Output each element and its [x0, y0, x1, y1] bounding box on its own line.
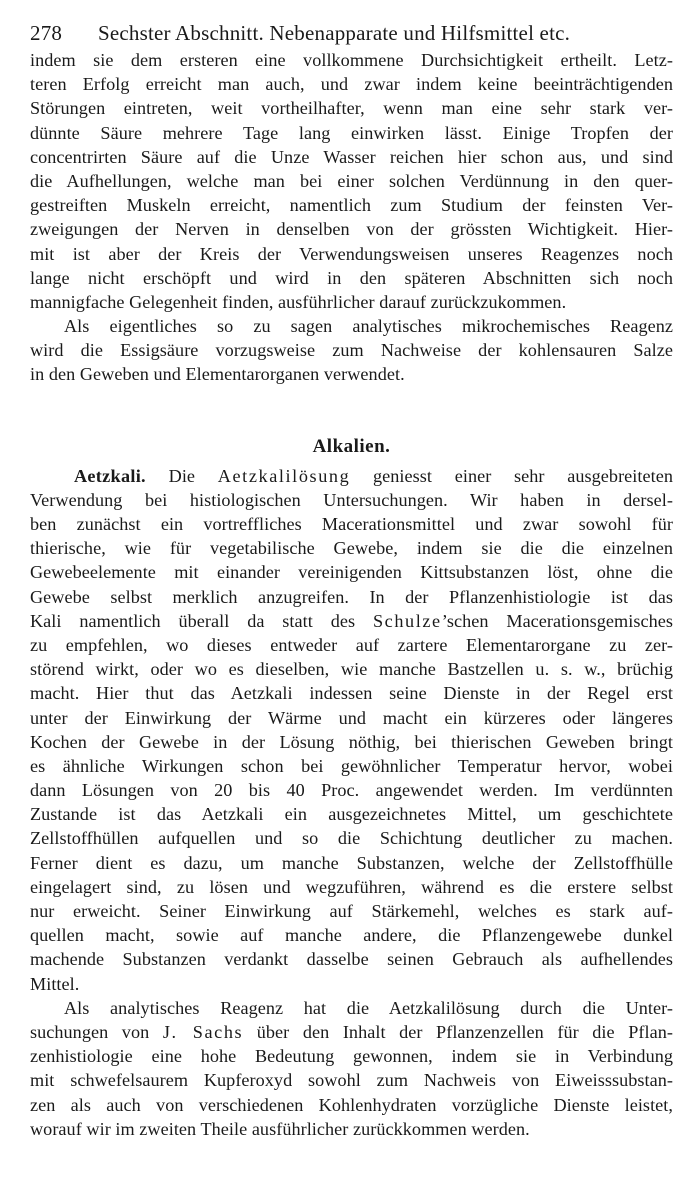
lead-word: Aetzkali. [74, 465, 146, 486]
page-number: 278 [30, 21, 63, 45]
text-run: geniesst einer sehr ausgebreiteten [350, 465, 673, 486]
text-line: mit schwefelsaurem Kupferoxyd sowohl zum Nachweis von Eiweisssubstan- [30, 1070, 673, 1091]
text-line: macht. Hier thut das Aetzkali indessen seine Dienste in der Regel erst [30, 683, 673, 704]
text-line: Gewebeelemente mit einander vereinigenden Kittsubstanzen löst, ohne die [30, 562, 673, 583]
text-line: Mittel. [30, 973, 80, 994]
text-line: es ähnliche Wirkungen schon bei gewöhnlicher Temperatur hervor, wobei [30, 755, 673, 776]
text-line: Als eigentliches so zu sagen analytisches mikrochemisches Reagenz [64, 316, 673, 337]
text-line: dann Lösungen von 20 bis 40 Proc. angewendet werden. Im verdünnten [30, 780, 673, 801]
text-line: machende Substanzen verdankt dasselbe seinen Gebrauch als aufhellendes [30, 949, 673, 970]
text-run: Kali namentlich überall da statt des [30, 610, 373, 631]
paragraph-aetzkali [30, 464, 673, 996]
text-run: über den Inhalt der Pflanzenzellen für die Pflan- [243, 1021, 673, 1042]
text-line: Kochen der Gewebe in der Lösung nöthig, bei thierischen Geweben bringt [30, 731, 673, 752]
text-line: lange nicht erschöpft und wird in den späteren Abschnitten sich noch [30, 267, 673, 288]
text-line: quellen macht, sowie auf manche andere, die Pflanzengewebe dunkel [30, 925, 673, 946]
text-line: concentrirten Säure auf die Unze Wasser reichen hier schon aus, und sind [30, 146, 673, 167]
text-line: dünnte Säure mehrere Tage lang einwirken lässt. Einige Tropfen der [30, 122, 673, 143]
text-line: in den Geweben und Elementarorganen verwendet. [30, 364, 405, 385]
text-line: Zustande ist das Aetzkali ein ausgezeichnetes Mittel, um geschichtete [30, 804, 673, 825]
text-line: ben zunächst ein vortreffliches Macerationsmittel und zwar sowohl für [30, 514, 673, 534]
text-line [30, 609, 673, 633]
text-line: Zellstoffhüllen aufquellen und so die Schichtung deutlicher zu machen. [30, 828, 673, 849]
text-line: mannigfache Gelegenheit finden, ausführlicher darauf zurückzukommen. [30, 291, 567, 312]
paragraph-essigsaeure [30, 314, 673, 387]
text-line: Gewebe selbst merklich anzugreifen. In der Pflanzenhistiologie ist das [30, 586, 673, 607]
text-line: thierische, wie für vegetabilische Gewebe, indem sie die die einzelnen [30, 538, 673, 559]
text-line: zen als auch von verschiedenen Kohlenhydraten vorzügliche Dienste leistet, [30, 1094, 673, 1115]
text-line [30, 464, 673, 488]
text-line: wird die Essigsäure vorzugsweise zum Nachweise der kohlensauren Salze [30, 340, 673, 361]
text-line: gestreiften Muskeln erreicht, namentlich zum Studium der feinsten Ver- [30, 195, 673, 216]
text-line: Als analytisches Reagenz hat die Aetzkalilösung durch die Unter- [64, 997, 673, 1018]
section-heading: Alkalien. [312, 435, 391, 457]
text-line: eingelagert sind, zu lösen und wegzuführen, während es die erstere selbst [30, 876, 673, 897]
text-line: zweigungen der Nerven in denselben von der grössten Wichtigkeit. Hier- [30, 219, 673, 240]
text-line: störend wirkt, oder wo es dieselben, wie manche Bastzellen u. s. w., brüchig [30, 659, 673, 680]
text-line: worauf wir im zweiten Theile ausführlicher zurückkommen werden. [30, 1118, 530, 1139]
section-gap [30, 387, 673, 434]
text-line: teren Erfolg erreicht man auch, und zwar indem keine beeinträchtigenden [30, 74, 673, 95]
text-line: indem sie dem ersteren eine vollkommene Durchsichtigkeit ertheilt. Letz- [30, 50, 673, 70]
author-name: Schulze [372, 610, 442, 631]
text-line [30, 1020, 673, 1044]
text-line: Störungen eintreten, weit vortheilhafter, wenn man eine sehr stark ver- [30, 98, 673, 119]
emphasized-term: Aetzkalilösung [217, 465, 351, 486]
continued-paragraph [30, 48, 673, 314]
text-run: Die [145, 465, 218, 486]
author-name: J. Sachs [162, 1021, 244, 1042]
text-line: unter der Einwirkung der Wärme und macht ein kürzeres oder längeres [30, 707, 673, 728]
text-line: zu empfehlen, wo dieses entweder auf zartere Elementarorgane zu zer- [30, 634, 673, 655]
text-line: nur erweicht. Seiner Einwirkung auf Stärkemehl, welches es stark auf- [30, 901, 673, 921]
running-head [30, 18, 673, 48]
text-line: mit ist aber der Kreis der Verwendungsweisen unseres Reagenzes noch [30, 243, 673, 264]
running-title: Sechster Abschnitt. Nebenapparate und Hilfsmittel etc. [98, 21, 571, 45]
text-line: zenhistiologie eine hohe Bedeutung gewonnen, indem sie in Verbindung [30, 1046, 673, 1067]
paragraph-analytisch [30, 996, 673, 1141]
text-line: die Aufhellungen, welche man bei einer solchen Verdünnung in den quer- [30, 170, 673, 191]
text-run: suchungen von [30, 1021, 163, 1042]
text-run: ’schen Macerationsgemisches [441, 610, 673, 631]
text-line: Verwendung bei histiologischen Untersuchungen. Wir haben in dersel- [30, 489, 673, 510]
text-line: Ferner dient es dazu, um manche Substanzen, welche der Zellstoffhülle [30, 852, 673, 873]
